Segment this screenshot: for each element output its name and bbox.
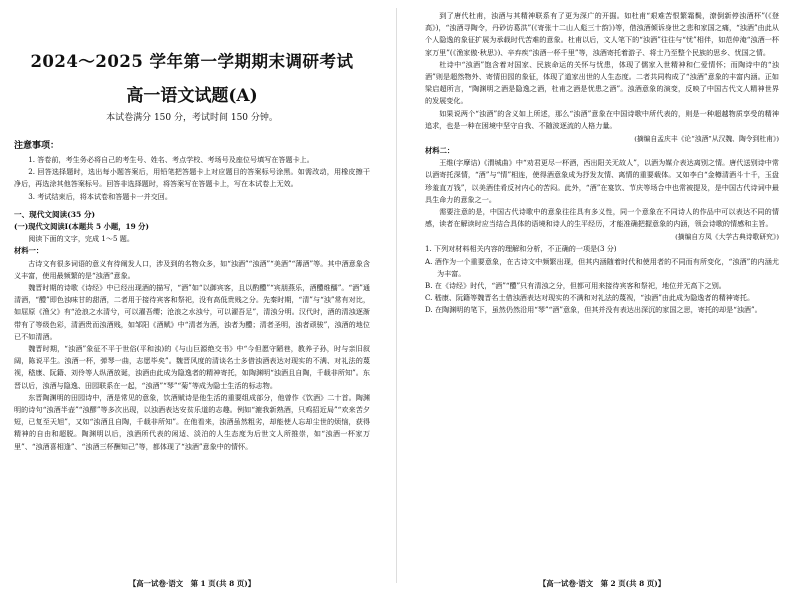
material-heading: 材料二： [425,146,455,156]
notice-item: 1. 答卷前，考生务必将自己的考生号、姓名、考点学校、考场号及座位号填写在答题卡上。 [28,155,314,164]
subject-title: 高一语文试题(A) [126,86,258,106]
passage-paragraph: 到了唐代杜甫，浊酒与其精神联系有了更为深广的开掘。如杜甫“艰难苦恨繁霜鬓，潦倒新停浊酒杯”(《登高》)，“浊酒寻陶令，丹砂访葛洪”(《寄张十二山人彪三十韵》)等，借浊酒倾诉身世之悲和家国之痛，“浊酒”由此从个人隐逸的象征扩展为承载时代苦难的意象。杜甫以后，文人笔下的“浊酒”往往与“忧”相伴，如范仲淹“浊酒一杯家万里”(《渔家傲·秋思》)、辛弃疾“浊酒一杯千里”等，浊酒寄托着游子、将士乃至整个民族的思乡、忧国之情。 [425,11,779,57]
column-divider [396,8,397,583]
question-option: C. 嵇康、阮籍等魏晋名士借浊酒表达对现实的不满和对礼法的蔑视，“浊酒”由此成为隐逸者的精神寄托。 [425,293,755,303]
exam-title: 2024～2025 学年第一学期期末调研考试 [30,52,354,71]
page-footer: 【高一试卷·语文 第 2 页(共 8 页)】 [538,579,666,588]
page-footer: 【高一试卷·语文 第 1 页(共 8 页)】 [128,579,256,588]
passage-paragraph: 如果说两个“浊酒”的含义如上所述，那么“浊酒”意象在中国诗歌中所代表的，则是一种超越物质享受的精神追求，也是一种在困境中坚守自我、不随波逐流的人格力量。 [425,108,779,130]
passage-paragraph: 王维(字摩诘)《渭城曲》中“劝君更尽一杯酒，西出阳关无故人”，以酒为媒介表达离别之情。唐代送别诗中常以酒寄托深情，“酒”与“情”相连，使得酒意象成为抒发友情、离情的重要载体。又如李白“金樽清酒斗十千，玉盘珍羞直万钱”，以美酒佳肴反衬内心的苦闷。此外，“酒”在宴饮、节庆等场合中也常被提及，是中国古代诗词中最具生命力的意象之一。 [425,158,779,204]
score-line: 本试卷满分 150 分，考试时间 150 分钟。 [106,113,278,123]
notice-item: 2. 回答选择题时，选出每小题答案后，用铅笔把答题卡上对应题目的答案标号涂黑。如需改动，用橡皮擦干净后，再选涂其他答案标号。回答非选择题时，将答案写在答题卡上，写在本试卷上无效。 [14,167,370,189]
material-heading: 材料一： [14,246,44,256]
section-heading: 一、现代文阅读(35 分) [14,209,96,219]
passage-paragraph: 魏晋时期的诗歌《诗经》中已经出现酒的描写，“酒”如“以御宾客，且以酌醴”“宾朋燕乐，酒醴维醹”。“酒”通清酒，“醴”即色浊味甘的甜酒，二者用于接待宾客和祭祀，没有高低贵贱之分。先秦时期，“清”与“浊”常有对比，如屈原《渔父》有“沧浪之水清兮，可以濯吾缨；沧浪之水浊兮，可以濯吾足”，清浊分明。汉代时，酒的清浊逐渐带有了等级色彩，清酒贵而浊酒贱，如邹阳《酒赋》中“清者为酒，浊者为醴；清者圣明，浊者顽骏”，浊酒的地位已不如清酒。 [14,283,370,341]
notice-item: 3. 考试结束后，将本试卷和答题卡一并交回。 [28,191,172,201]
passage-paragraph: 魏晋时期，“浊酒”象征不平于世俗(平和浊)的《与山巨源绝交书》中“今但愿守陋巷，教养子孙，时与亲旧叙阔，陈说平生。浊酒一杯，弹琴一曲，志愿毕矣”。魏晋风度的清谈名士多借浊酒表达对现实的不满、对礼法的蔑视，嵇康、阮籍、刘伶等人纵酒放诞，浊酒由此成为隐逸者的精神寄托，如陶渊明“浊酒且自陶，千载非所知”。东晋以后，浊酒与隐逸、田园联系在一起，“浊酒”“琴”“菊”等成为隐士生活的标志物。 [14,344,370,390]
passage-paragraph: 东晋陶渊明的田园诗中，酒是常见的意象，饮酒赋诗是他生活的重要组成部分，他曾作《饮酒》二十首。陶渊明的诗句“浊酒半壶”“浊醪”等多次出现，以浊酒表达安贫乐道的志趣。例如“漉我新熟酒，只鸡招近局”“欢来苦夕短，已复至天旭”，又如“浊酒且自陶，千载非所知”。在他看来，浊酒虽然粗劣，却能使人忘却尘世的烦恼，获得精神的自由和超脱。陶渊明以后，浊酒所代表的闲适、淡泊的人生态度为后世文人所推崇，如“浊酒一杯家万里”、“浊酒喜相逢”、“浊酒三杯酬知己”等，都体现了“浊酒”意象中的情怀。 [14,392,370,451]
question-option: B. 在《诗经》时代，“酒”“醴”只有清浊之分，但都可用来接待宾客和祭祀，地位并无高下之别。 [425,281,726,291]
notice-heading: 注意事项： [14,141,60,151]
passage-paragraph: 杜诗中“浊酒”饱含着对国家、民族命运的关怀与忧患，体现了儒家入世精神和仁爱情怀；而陶诗中的“浊酒”则是超然物外、寄情田园的象征，体现了道家出世的人生态度。二者共同构成了“浊酒”意象的丰富内涵。正如梁启超所言，“陶渊明之酒是隐逸之酒，杜甫之酒是忧患之酒”。浊酒意象的演变，反映了中国古代文人精神世界的发展变化。 [425,59,779,106]
source-citation: (摘编自孟庆丰《论“浊酒”从汉魏、陶令到杜甫》) [634,135,779,144]
passage-paragraph: 古诗文有很多词语的意义有待阐发人口，涉及到的名物众多，如“浊酒”“浊酒”“美酒”“薄酒”等。其中酒意象含义丰富，使用最频繁的是“浊酒”意象。 [14,258,370,280]
passage-paragraph: 需要注意的是，中国古代诗歌中的意象往往具有多义性，同一个意象在不同诗人的作品中可以表达不同的情感，读者在解读时应当结合具体的语境和诗人的生平经历，才能准确把握意象的内涵，领会诗歌的情感和主旨。 [425,207,779,229]
question-stem: 1. 下列对材料相关内容的理解和分析，不正确的一项是(3 分) [425,244,617,254]
question-option: A. 酒作为一个重要意象，在古诗文中频繁出现，但其内涵随着时代和使用者的不同而有所变化，“浊酒”的内涵尤为丰富。 [425,256,779,278]
reading-instruction: 阅读下面的文字，完成 1～5 题。 [28,234,134,244]
subsection-heading: (一)现代文阅读Ⅰ(本题共 5 小题，19 分) [14,222,149,232]
left-page [0,0,380,597]
right-page [413,0,793,597]
question-option: D. 在陶渊明的笔下，虽然仍然沿用“琴”“酒”意象，但其并没有表达出深沉的家国之思，寄托的却是“浊酒”。 [425,305,762,315]
source-citation: (摘编自方凤《大学古典诗歌研究》) [675,233,779,242]
